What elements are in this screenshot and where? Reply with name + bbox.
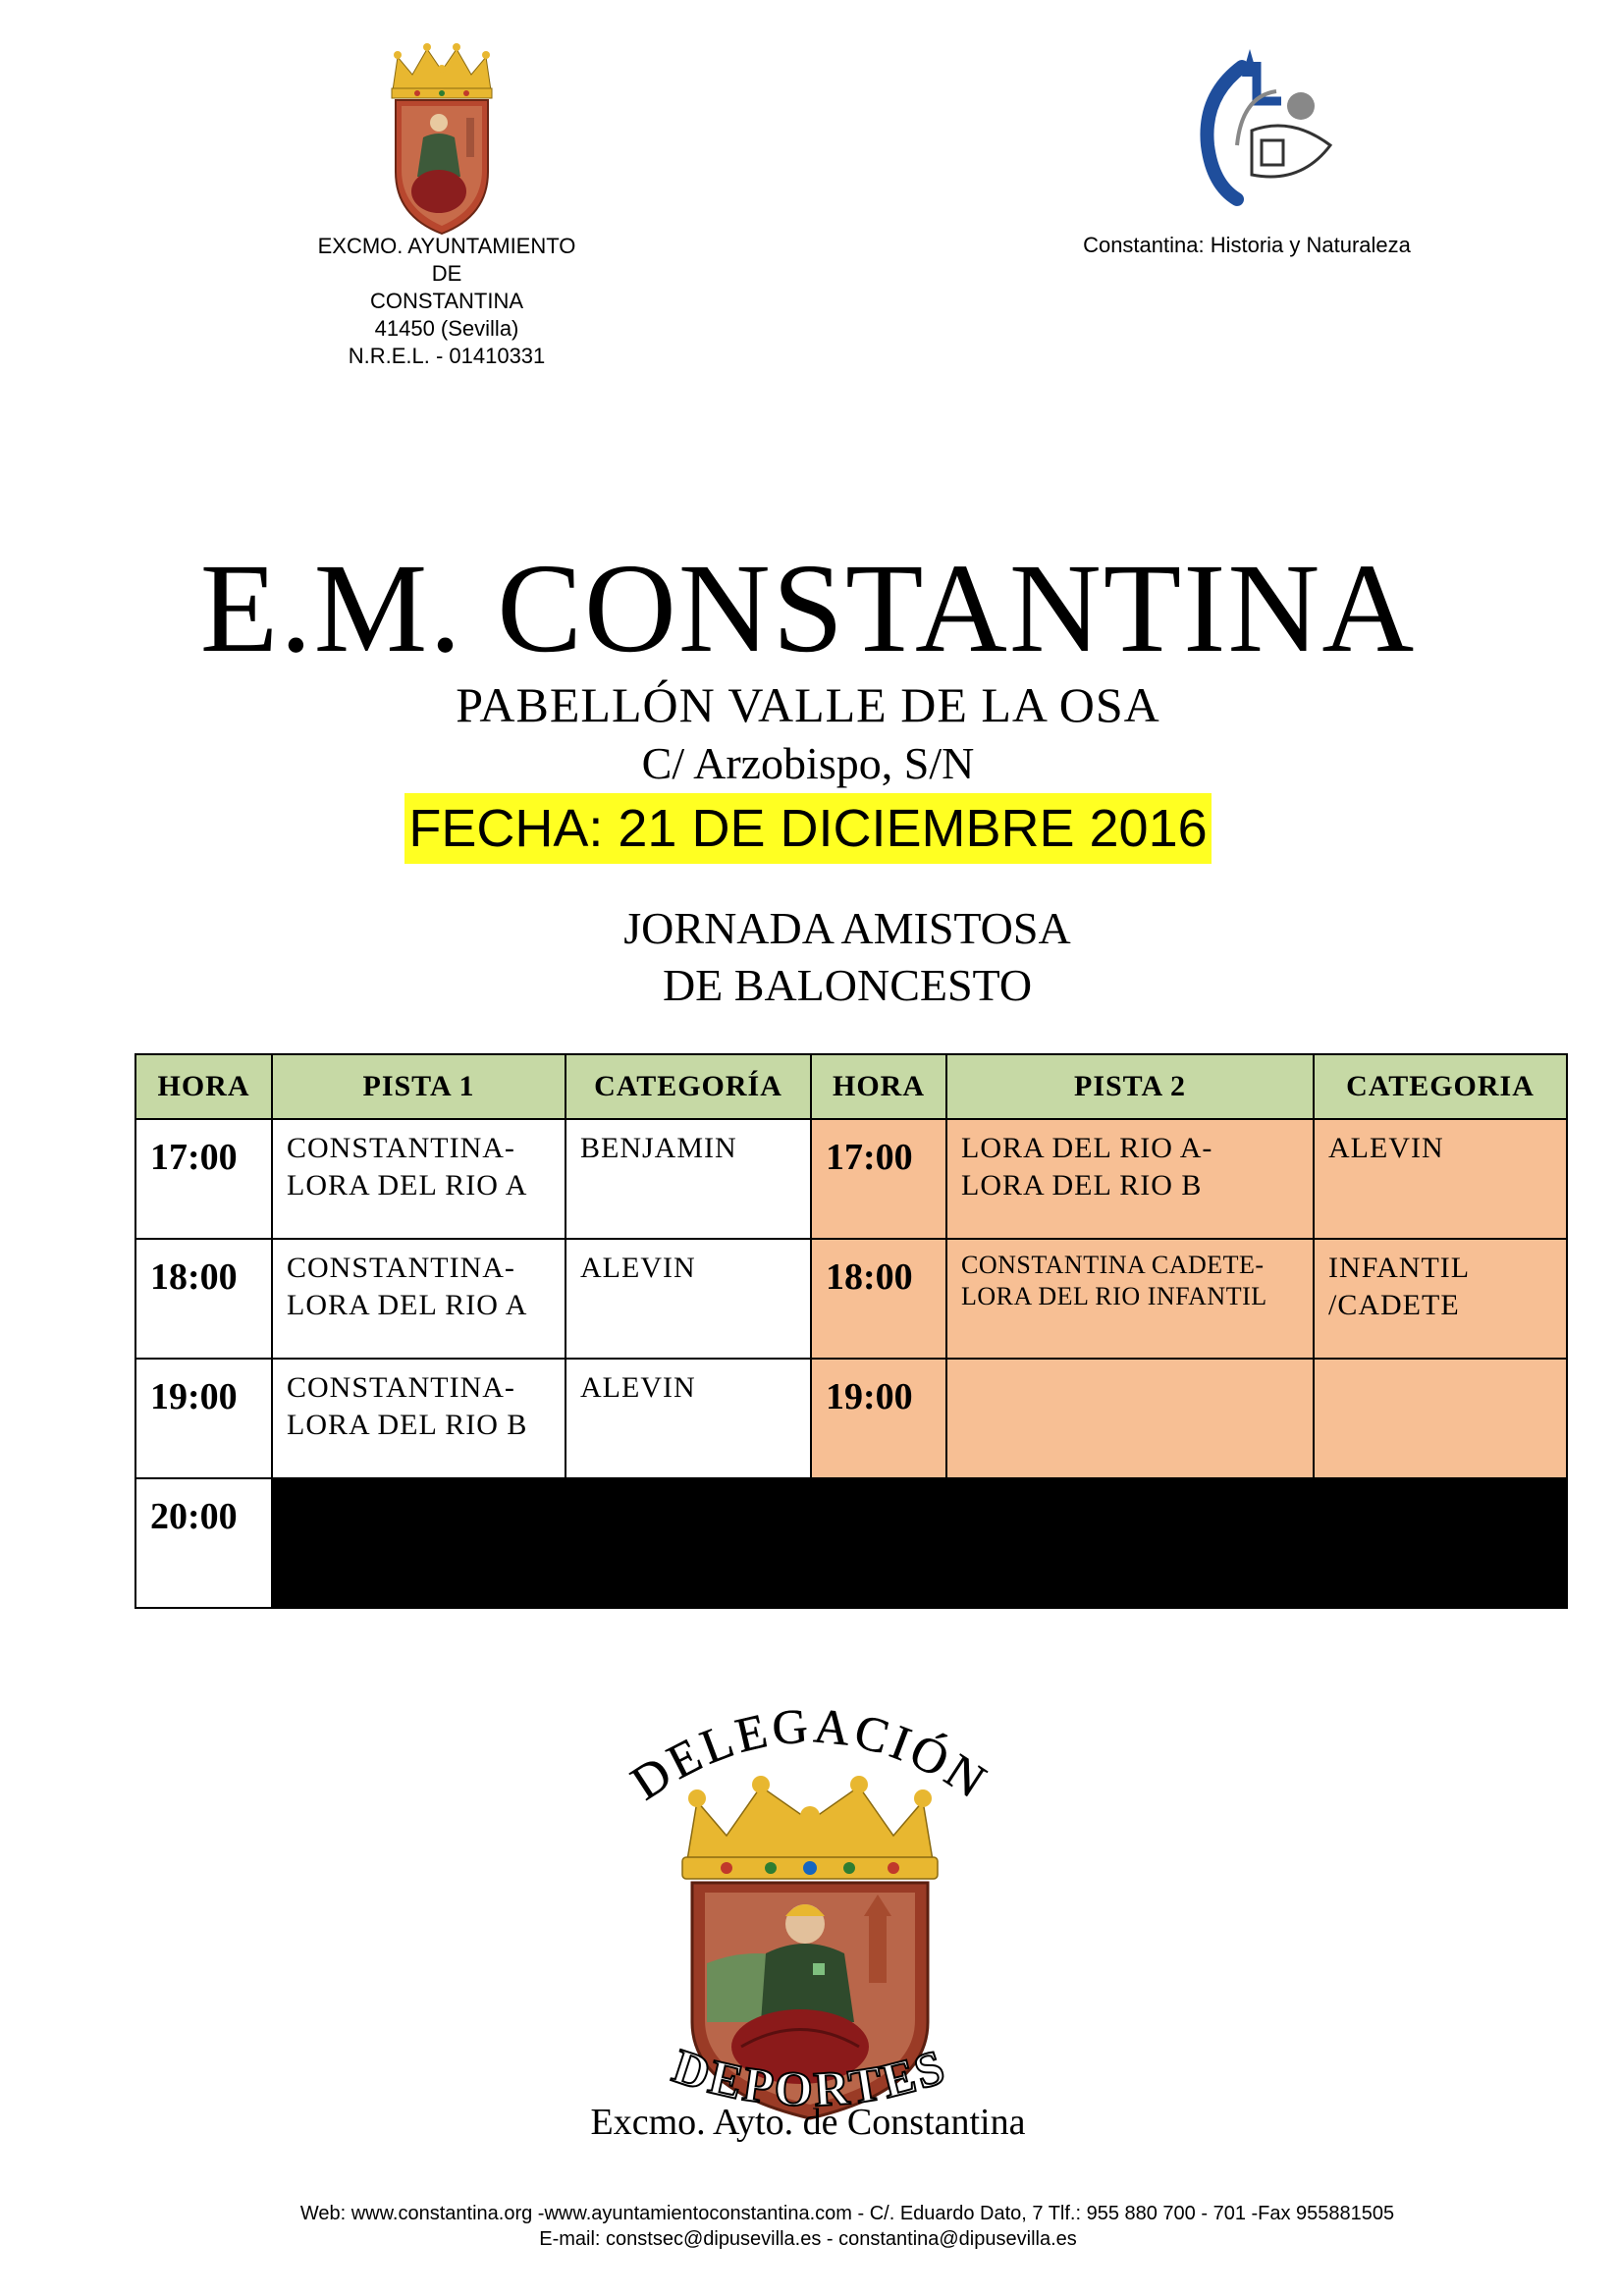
event-title-line: JORNADA AMISTOSA	[623, 903, 1071, 953]
table-row	[135, 1239, 1567, 1359]
match-line: CONSTANTINA-	[287, 1252, 515, 1284]
match-line: LORA DEL RIO INFANTIL	[961, 1282, 1267, 1310]
event-title-line: DE BALONCESTO	[662, 960, 1033, 1010]
column-header: HORA	[135, 1054, 272, 1119]
category-line: INFANTIL	[1328, 1252, 1471, 1284]
brand-caption: Constantina: Historia y Naturaleza	[1083, 233, 1411, 257]
column-header: PISTA 2	[946, 1054, 1314, 1119]
category-cell	[1314, 1359, 1567, 1478]
time-cell: 18:00	[811, 1239, 946, 1359]
category-cell: ALEVIN	[566, 1359, 811, 1478]
footer-contact-line: Web: www.constantina.org -www.ayuntamientoconstantina.com - C/. Eduardo Dato, 7 Tlf.: 955 880 700 - 701 -Fax 955881505	[299, 2203, 1395, 2224]
table-row	[135, 1119, 1567, 1239]
date-container	[0, 793, 1616, 864]
municipality-line: CONSTANTINA	[369, 289, 524, 313]
column-header: HORA	[811, 1054, 946, 1119]
match-cell	[272, 1239, 566, 1359]
page-title: E.M. CONSTANTINA	[199, 538, 1417, 679]
match-cell	[946, 1119, 1314, 1239]
coat-of-arms-icon	[378, 39, 506, 236]
column-header: CATEGORIA	[1314, 1054, 1567, 1119]
category-line: /CADETE	[1328, 1289, 1460, 1321]
event-date: FECHA: 21 DE DICIEMBRE 2016	[404, 793, 1211, 864]
match-cell	[946, 1359, 1314, 1478]
category-cell	[1314, 1239, 1567, 1359]
table-row	[135, 1478, 1567, 1608]
match-cell	[946, 1239, 1314, 1359]
emblem-subtitle: Excmo. Ayto. de Constantina	[590, 2102, 1026, 2143]
municipality-address-block	[295, 233, 599, 370]
time-cell: 19:00	[811, 1359, 946, 1478]
blocked-slot-cell	[272, 1478, 1567, 1608]
match-cell	[272, 1119, 566, 1239]
category-line: ALEVIN	[1328, 1132, 1444, 1164]
municipality-line: DE	[431, 261, 462, 286]
time-cell: 17:00	[811, 1119, 946, 1239]
match-line: LORA DEL RIO B	[287, 1409, 528, 1441]
venue-name: PABELLÓN VALLE DE LA OSA	[456, 677, 1160, 732]
match-cell	[272, 1359, 566, 1478]
column-header: CATEGORÍA	[566, 1054, 811, 1119]
deportes-text: DEPORTES	[666, 2042, 954, 2117]
category-cell	[1314, 1119, 1567, 1239]
match-line: CONSTANTINA CADETE-	[961, 1251, 1265, 1279]
historia-naturaleza-logo-icon	[1183, 37, 1345, 209]
venue-address: C/ Arzobispo, S/N	[641, 738, 975, 788]
match-line: LORA DEL RIO A	[287, 1169, 528, 1201]
time-cell: 17:00	[135, 1119, 272, 1239]
municipality-line: N.R.E.L. - 01410331	[348, 344, 546, 368]
match-line: CONSTANTINA-	[287, 1371, 515, 1404]
match-line: CONSTANTINA-	[287, 1132, 515, 1164]
municipality-line: 41450 (Sevilla)	[374, 316, 519, 341]
time-cell: 20:00	[135, 1478, 272, 1608]
table-row	[135, 1359, 1567, 1478]
footer-email-line: E-mail: constsec@dipusevilla.es - constantina@dipusevilla.es	[539, 2228, 1077, 2250]
time-cell: 19:00	[135, 1359, 272, 1478]
municipality-line: EXCMO. AYUNTAMIENTO	[317, 234, 576, 258]
category-cell: ALEVIN	[566, 1239, 811, 1359]
schedule-table	[135, 1053, 1568, 1609]
delegacion-text: DELEGACIÓN	[620, 1697, 999, 1811]
table-header-row	[135, 1054, 1567, 1119]
match-line: LORA DEL RIO B	[961, 1169, 1203, 1201]
match-line: LORA DEL RIO A-	[961, 1132, 1213, 1164]
match-line: LORA DEL RIO A	[287, 1289, 528, 1321]
column-header: PISTA 1	[272, 1054, 566, 1119]
category-cell: BENJAMIN	[566, 1119, 811, 1239]
time-cell: 18:00	[135, 1239, 272, 1359]
